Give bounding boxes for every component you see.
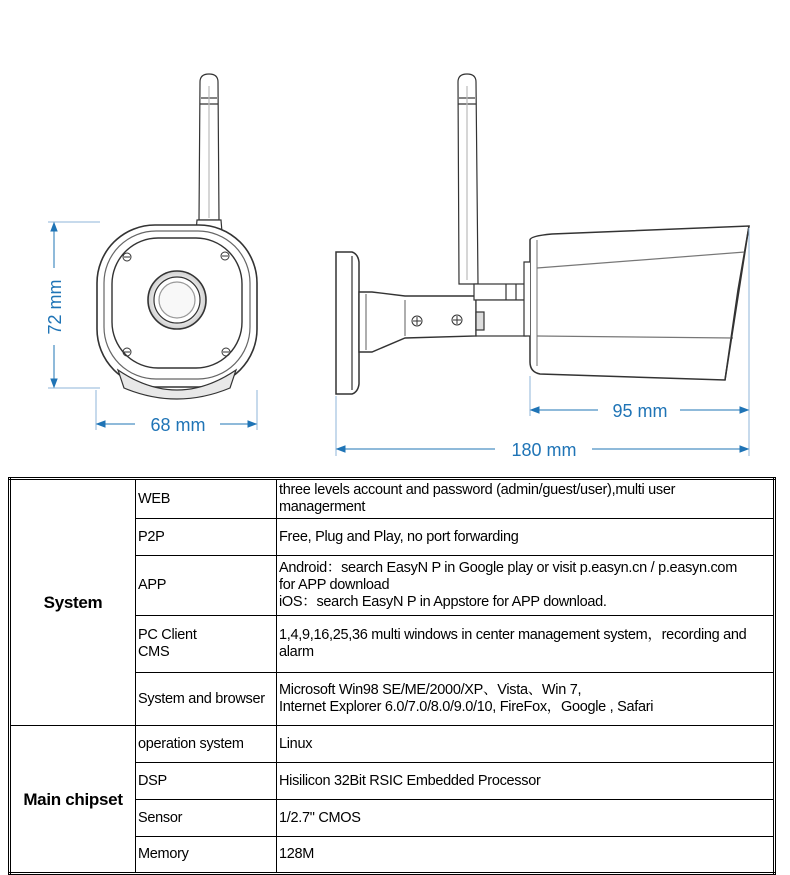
spec-table xyxy=(8,477,776,875)
spec-item-label: PC Client CMS xyxy=(136,616,277,673)
spec-item-label: System and browser xyxy=(136,673,277,726)
side-antenna xyxy=(458,74,478,284)
spec-item-value: Linux xyxy=(277,726,775,763)
spec-item-label: APP xyxy=(136,556,277,616)
spec-item-label: operation system xyxy=(136,726,277,763)
front-antenna xyxy=(196,74,222,232)
spec-item-label: P2P xyxy=(136,519,277,556)
mount-plate xyxy=(336,252,359,394)
spec-item-value: 128M xyxy=(277,837,775,874)
spec-item-label: Sensor xyxy=(136,800,277,837)
spec-item-value: Microsoft Win98 SE/ME/2000/XP、Vista、Win 7, Internet Explorer 6.0/7.0/8.0/9.0/10, FireFox，Google , Safari xyxy=(277,673,775,726)
dimension-label-width: 68 mm xyxy=(150,415,206,435)
spec-item-label: WEB xyxy=(136,479,277,519)
lens-icon xyxy=(148,271,206,329)
category-system: System xyxy=(10,479,136,726)
dimension-label-total-length: 180 mm xyxy=(511,440,577,460)
spec-item-value: Hisilicon 32Bit RSIC Embedded Processor xyxy=(277,763,775,800)
spec-item-value: 1,4,9,16,25,36 multi windows in center management system，recording and alarm xyxy=(277,616,775,673)
table-row xyxy=(10,726,775,763)
front-view xyxy=(97,74,257,399)
side-view xyxy=(336,74,749,394)
category-main-chipset: Main chipset xyxy=(10,726,136,874)
spec-item-value: Android：search EasyN P in Google play or visit p.easyn.cn / p.easyn.com for APP download iOS：search EasyN P in Appstore for APP download. xyxy=(277,556,775,616)
spec-item-value: 1/2.7" CMOS xyxy=(277,800,775,837)
spec-item-value: three levels account and password (admin/guest/user),multi user managerment xyxy=(277,479,775,519)
dimension-label-height: 72 mm xyxy=(45,279,65,335)
spec-item-label: Memory xyxy=(136,837,277,874)
table-row xyxy=(10,479,775,519)
spec-item-value: Free, Plug and Play, no port forwarding xyxy=(277,519,775,556)
dimension-label-body-length: 95 mm xyxy=(612,401,668,421)
camera-housing xyxy=(524,226,749,380)
spec-item-label: DSP xyxy=(136,763,277,800)
